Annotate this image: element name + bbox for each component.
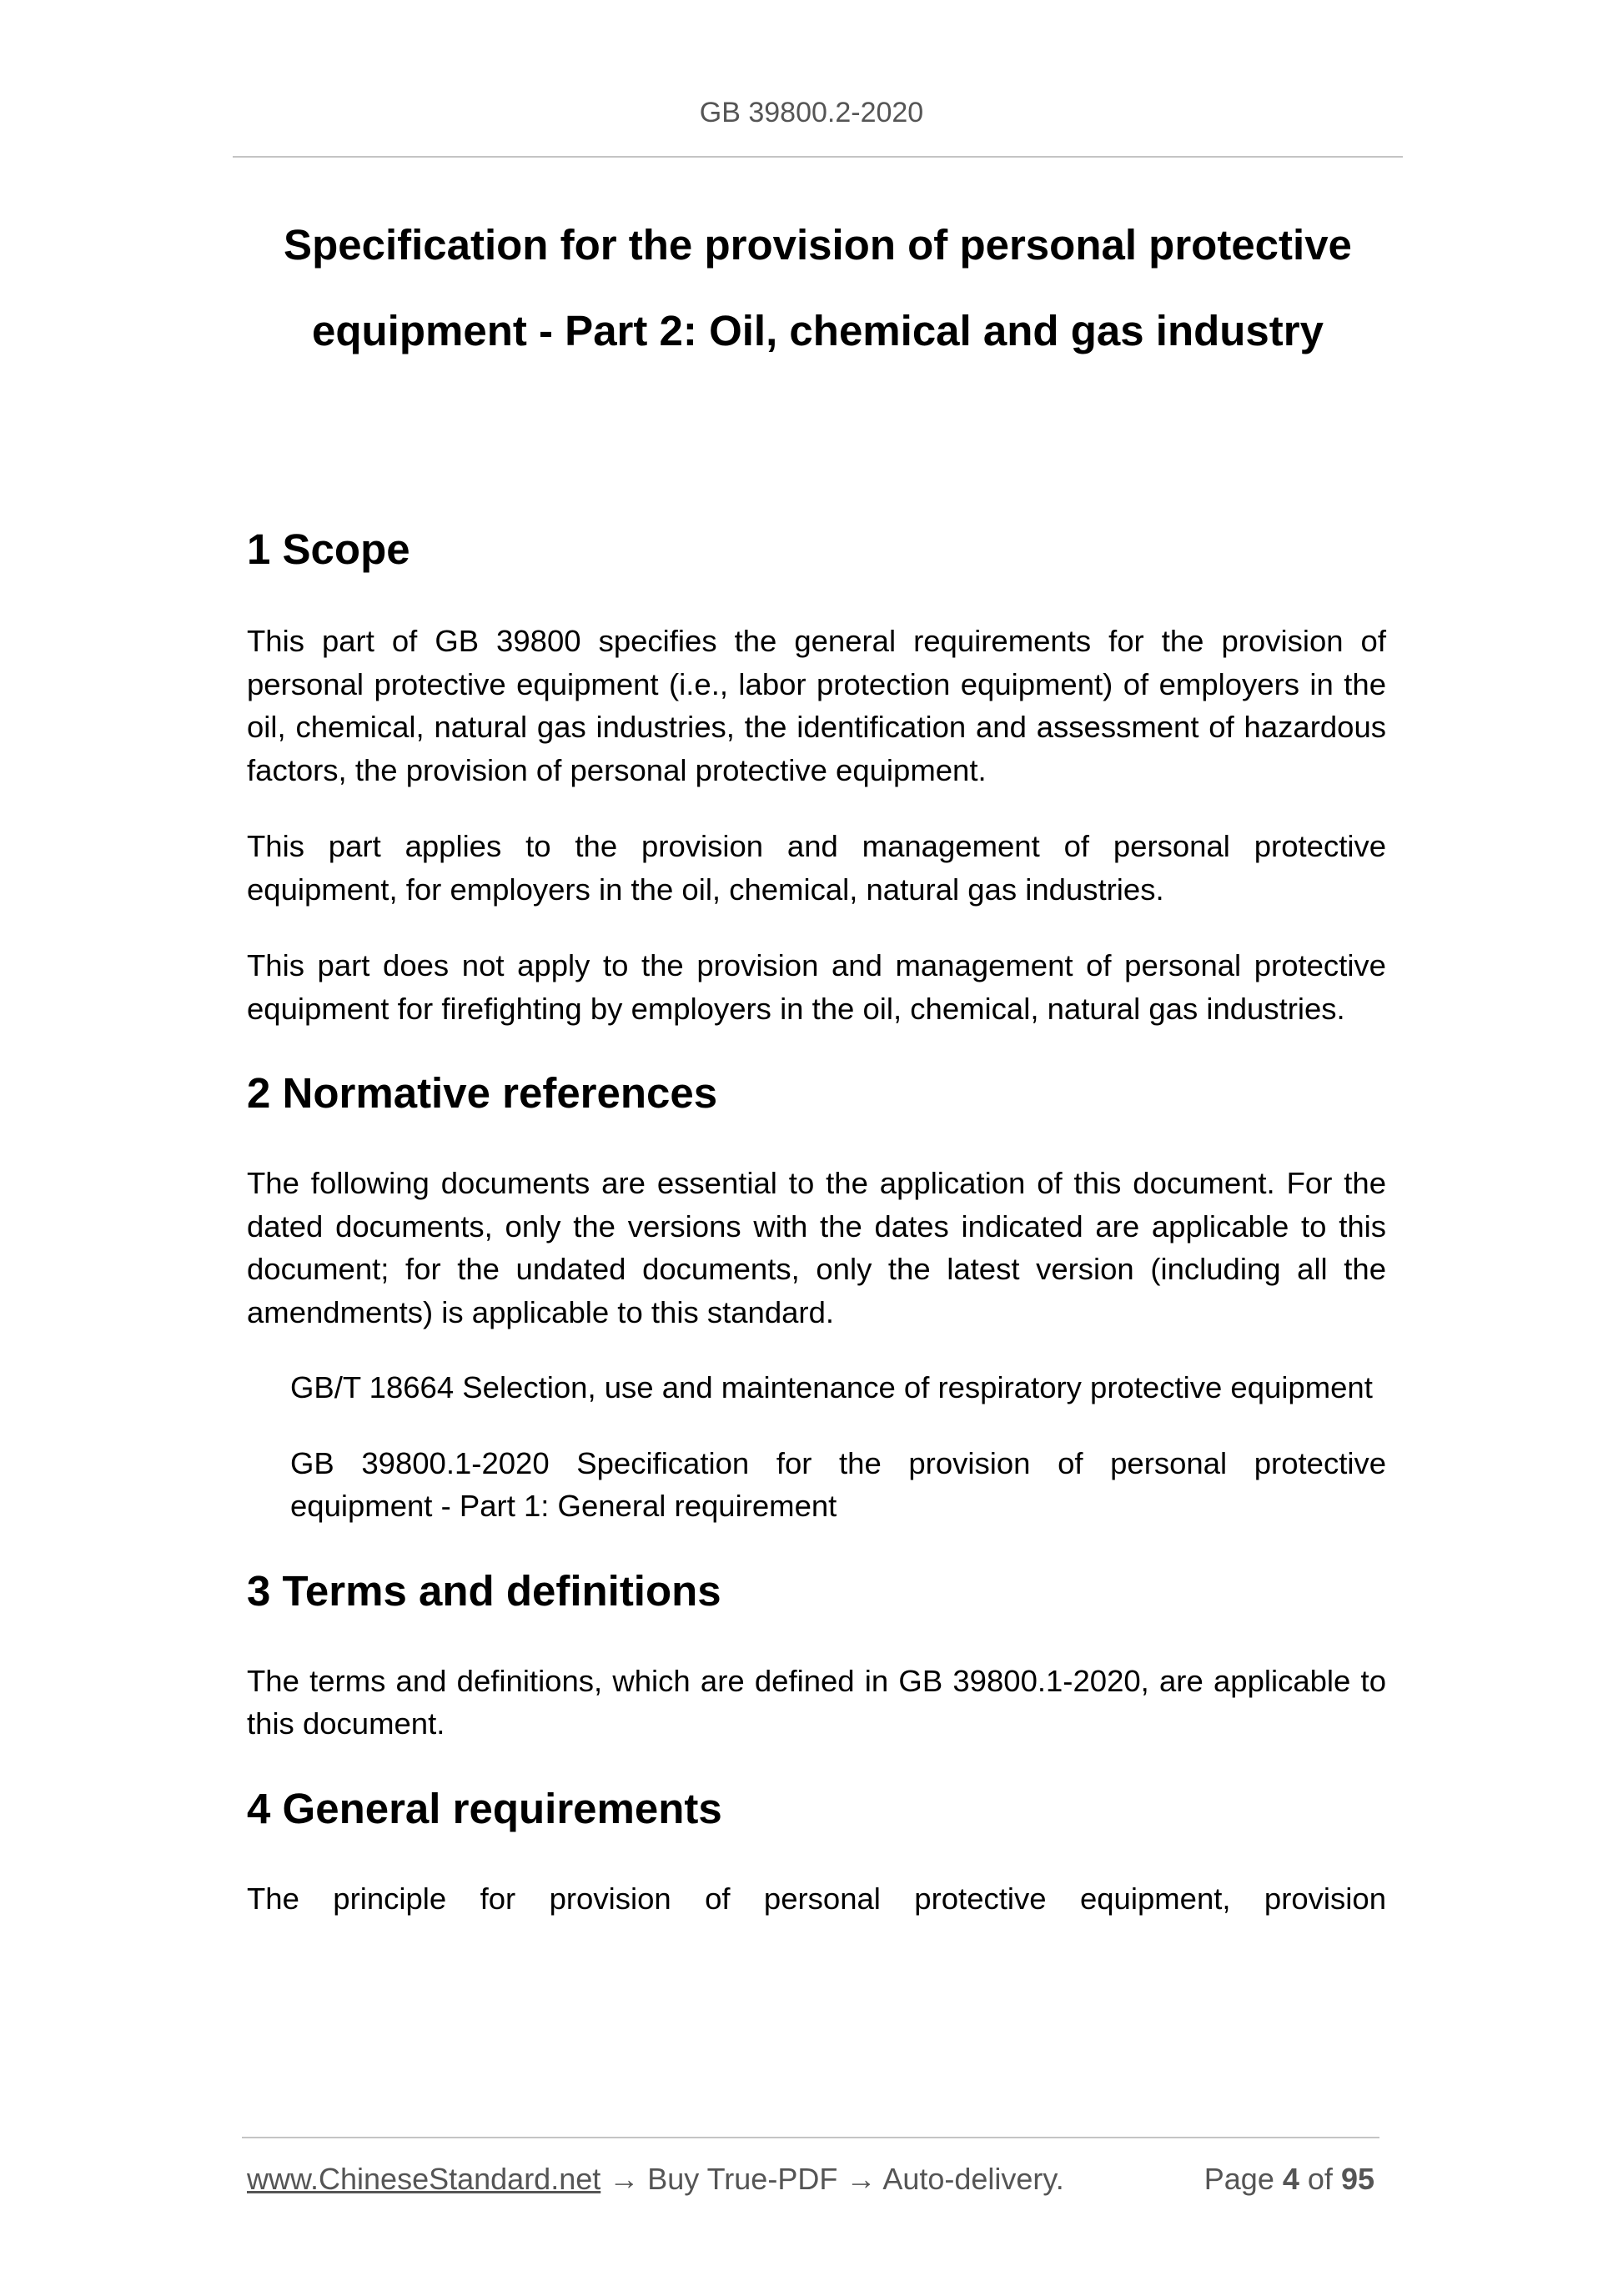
reference-gb-39800-1: GB 39800.1-2020 Specification for the provision of personal protective equipment - Part 1: General requirement (290, 1445, 1386, 1523)
normative-references-paragraph: The following documents are essential to the application of this document. For the dated documents, only the versions with the dates indicated are applicable to this document; for the undated documents, only the latest version (including all the amendments) is applicable to this standard. (247, 1166, 1386, 1329)
section-heading-general-requirements: 4 General requirements (247, 1784, 722, 1832)
scope-paragraph-3: This part does not apply to the provision and management of personal protective equipment for firefighting by employers in the oil, chemical, natural gas industries. (247, 948, 1386, 1026)
page-total: 95 (1340, 2162, 1374, 2196)
page-footer (247, 2158, 1374, 2200)
scope-paragraph-2: This part applies to the provision and management of personal protective equipment, for employers in the oil, chemical, natural gas industries. (247, 829, 1386, 907)
footer-tagline: → Buy True-PDF → Auto-delivery. (600, 2162, 1064, 2196)
section-heading-terms-definitions: 3 Terms and definitions (247, 1566, 721, 1615)
page-current: 4 (1282, 2162, 1299, 2196)
reference-gbt-18664: GB/T 18664 Selection, use and maintenance of respiratory protective equipment (290, 1370, 1373, 1404)
general-requirements-paragraph: The principle for provision of personal protective equipment, provision (247, 1881, 1386, 1916)
page-of-label: of (1307, 2162, 1333, 2196)
section-heading-scope: 1 Scope (247, 525, 410, 573)
footer-left (247, 2158, 1064, 2200)
title-line-1: Specification for the provision of personal protective (284, 221, 1352, 269)
running-header: GB 39800.2-2020 (699, 97, 924, 128)
page-label: Page (1203, 2162, 1274, 2196)
page-counter (1204, 2158, 1374, 2200)
footer-divider (242, 2137, 1379, 2138)
site-link[interactable]: www.ChineseStandard.net (247, 2162, 601, 2196)
title-line-2: equipment - Part 2: Oil, chemical and gas industry (312, 307, 1324, 354)
document-title (233, 202, 1403, 374)
document-body (247, 523, 1386, 1920)
scope-paragraph-1: This part of GB 39800 specifies the general requirements for the provision of personal protective equipment (i.e., labor protection equipment) of employers in the oil, chemical, natural gas industries, the identification and assessment of hazardous factors, the provision of personal protective equipment. (247, 624, 1386, 787)
terms-definitions-paragraph: The terms and definitions, which are defined in GB 39800.1-2020, are applicable to this document. (247, 1663, 1386, 1741)
section-heading-normative-references: 2 Normative references (247, 1069, 718, 1117)
header-divider (233, 156, 1403, 158)
